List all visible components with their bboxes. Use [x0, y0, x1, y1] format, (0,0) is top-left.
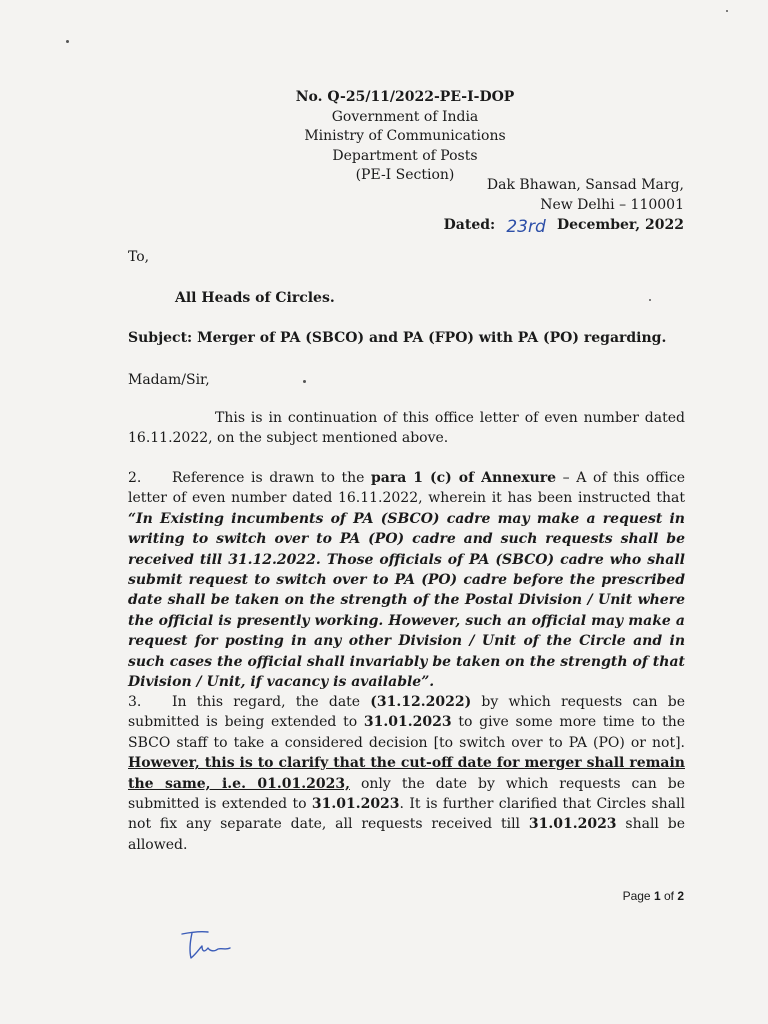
date-new-deadline-3: 31.01.2023 [528, 816, 617, 833]
date-old-deadline: (31.12.2022) [370, 694, 472, 710]
section-line: (PE-I Section) [355, 167, 455, 183]
department-line: Department of Posts [332, 147, 478, 164]
quoted-instruction: “In Existing incumbents of PA (SBCO) cadre may make a request in writing to switch over to PA (PO) cadre and such requests shall be received till 31.12.2022. Those officials of PA (SBCO) cadre who shall submit request to switch over to PA (PO) cadre before the prescribed date shall be taken on the strength of the Postal Division / Unit where the official is presently working. However, such an official may make a request for posting in any other Division / Unit of the Circle and in such cases the official shall invariably be taken on the strength of that Division / Unit, if vacancy is available”. [128, 510, 685, 691]
reference-number: No. Q-25/11/2022-PE-I-DOP [295, 89, 515, 105]
handwritten-date: 23rd [506, 217, 546, 237]
paragraph-2-number: 2. [128, 470, 142, 486]
page-of: of [660, 889, 678, 903]
sender-address [444, 176, 684, 236]
recipient: All Heads of Circles. [175, 290, 335, 306]
page-label: Page [622, 889, 654, 903]
cutoff-clarification: However, this is to clarify that the cut-off date for merger shall remain the same, i.e. 01.01.2023, [128, 755, 685, 792]
paragraph-3-text-f: shall be allowed. [128, 816, 685, 853]
to-line: To, [128, 249, 150, 265]
subject-line: Subject: Merger of PA (SBCO) and PA (FPO) with PA (PO) regarding. [128, 330, 667, 346]
paragraph-3-text-d: only the date by which requests can be submitted is extended to [128, 775, 686, 813]
address-line-1: Dak Bhawan, Sansad Marg, [486, 177, 684, 193]
page-number [623, 889, 684, 903]
paragraph-2-text-c: – A of this office letter of even number dated 16.11.2022, wherein it has been instructed that [128, 470, 685, 507]
government-line: Government of India [331, 108, 479, 125]
paragraph-3-text-b: by which requests can be submitted is being extended to [128, 694, 685, 731]
paragraph-3-text-c: to give some more time to the SBCO staff to take a considered decision [to switch over to PA (PO) or not]. [128, 714, 685, 751]
date-new-deadline-2: 31.01.2023 [311, 796, 400, 813]
dated-line [444, 215, 684, 236]
paragraph-3-text-e: . It is further clarified that Circles shall not fix any separate date, all requests received till [128, 796, 685, 833]
letter-header [250, 88, 560, 186]
scan-speck [649, 299, 651, 301]
address-line-2: New Delhi – 110001 [540, 196, 684, 213]
page-current: 1 [653, 889, 661, 903]
paragraph-1: This is in continuation of this office letter of even number dated 16.11.2022, on the subject mentioned above. [128, 410, 685, 447]
paragraph-2 [128, 468, 685, 692]
paragraph-2-text-a: Reference is drawn to the [172, 470, 371, 486]
scan-speck [303, 380, 306, 383]
handwritten-initials [178, 924, 248, 964]
ministry-line: Ministry of Communications [304, 128, 506, 144]
dated-month-year: December, 2022 [556, 217, 684, 233]
dated-label: Dated: [443, 217, 496, 233]
page-total: 2 [677, 889, 684, 903]
annexure-reference: para 1 (c) of Annexure [370, 470, 557, 486]
paragraph-3 [128, 692, 685, 855]
scan-speck [66, 40, 69, 43]
scan-speck [726, 10, 728, 12]
salutation: Madam/Sir, [128, 372, 210, 388]
paragraph-3-text-a: In this regard, the date [172, 694, 371, 710]
paragraph-3-number: 3. [128, 694, 142, 710]
date-new-deadline: 31.01.2023 [363, 714, 452, 731]
